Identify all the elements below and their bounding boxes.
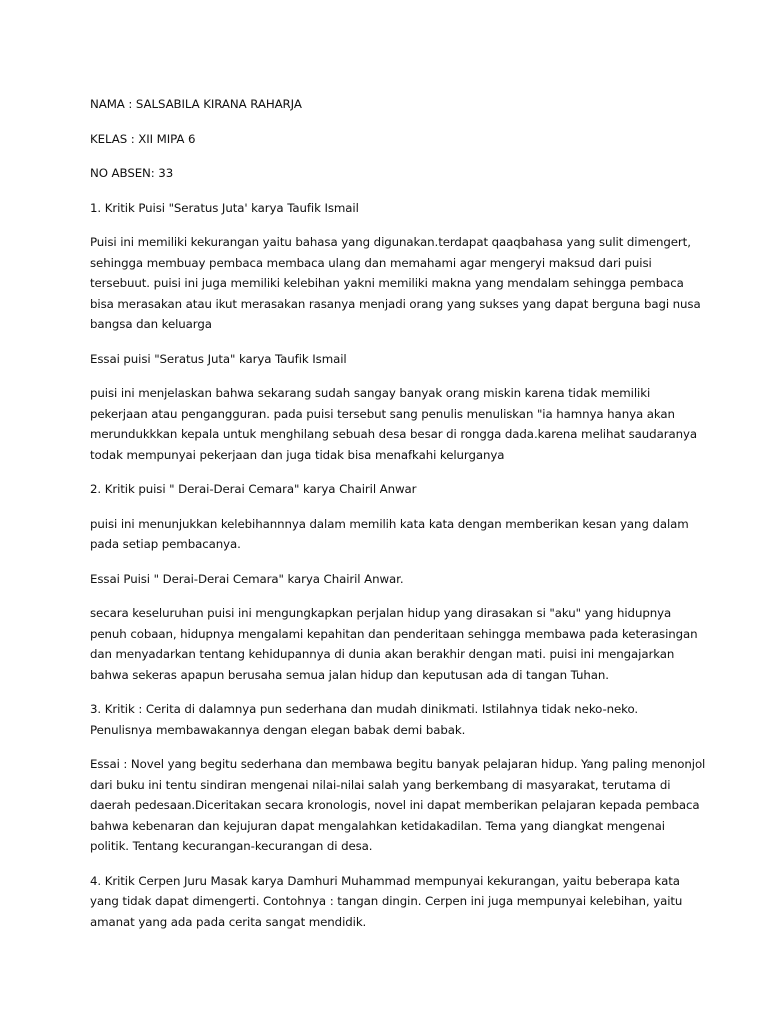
- paragraph-line: 2. Kritik puisi " Derai-Derai Cemara" karya Chairil Anwar: [90, 482, 417, 496]
- paragraph: [90, 699, 690, 740]
- paragraph: [90, 198, 690, 219]
- paragraph-line: Essai puisi "Seratus Juta" karya Taufik Ismail: [90, 351, 347, 366]
- paragraph-line: amanat yang ada pada cerita sangat mendidik.: [90, 914, 367, 929]
- paragraph-line: dari buku ini tentu sindiran mengenai nilai-nilai salah yang berkembang di masyarakat, terutama di: [90, 777, 671, 792]
- paragraph-line: politik. Tentang kecurangan-kecurangan di desa.: [90, 839, 373, 853]
- paragraph: [90, 349, 690, 370]
- paragraph-line: puisi ini menjelaskan bahwa sekarang sudah sangay banyak orang miskin karena tidak memiliki: [90, 386, 651, 400]
- paragraph: [90, 383, 697, 465]
- paragraph-list: [90, 198, 706, 933]
- paragraph-line: secara keseluruhan puisi ini mengungkapkan perjalan hidup yang dirasakan si "aku" yang hidupnya: [90, 606, 672, 620]
- student-name: NAMA : SALSABILA KIRANA RAHARJA: [90, 97, 302, 111]
- document-body: [90, 94, 706, 946]
- paragraph-line: bahwa kebenaran dan kejujuran dapat mengalahkan ketidakadilan. Tema yang diangkat mengenai: [90, 818, 665, 833]
- paragraph: [90, 479, 690, 500]
- paragraph-line: dan menyadarkan tentang kehidupannya di dunia akan berakhir dengan mati. puisi ini mengajarkan: [90, 647, 675, 661]
- paragraph-line: 1. Kritik Puisi "Seratus Juta' karya Taufik Ismail: [90, 200, 359, 215]
- paragraph-line: todak mempunyai pekerjaan dan juga tidak bisa menafkahi kelurganya: [90, 447, 505, 462]
- paragraph-line: bangsa dan keluarga: [90, 317, 212, 331]
- paragraph-line: Penulisnya membawakannya dengan elegan babak demi babak.: [90, 722, 466, 737]
- paragraph-line: 3. Kritik : Cerita di dalamnya pun sederhana dan mudah dinikmati. Istilahnya tidak neko-neko.: [90, 702, 639, 716]
- paragraph-line: yang tidak dapat dimengerti. Contohnya : tangan dingin. Cerpen ini juga mempunyai kelebihan, yaitu: [90, 894, 683, 908]
- paragraph-line: pada setiap pembacanya.: [90, 537, 241, 551]
- paragraph: [90, 569, 690, 590]
- paragraph-line: bahwa sekeras apapun berusaha semua jalan hidup dan keputusan ada di tangan Tuhan.: [90, 667, 609, 682]
- paragraph: [90, 232, 701, 335]
- paragraph-line: bisa merasakan atau ikut merasakan rasanya menjadi orang yang sukses yang dapat berguna bagi nusa: [90, 296, 701, 311]
- paragraph-line: pekerjaan atau pengangguran. pada puisi tersebut sang penulis menuliskan "ia hamnya hanya akan: [90, 406, 675, 421]
- paragraph-line: puisi ini menunjukkan kelebihannnya dalam memilih kata kata dengan memberikan kesan yang dalam: [90, 516, 689, 531]
- paragraph-line: merundukkkan kepala untuk menghilang sebuah desa besar di rongga dada.karena melihat saudaranya: [90, 427, 697, 441]
- paragraph-line: Essai Puisi " Derai-Derai Cemara" karya Chairil Anwar.: [90, 571, 404, 586]
- paragraph-line: Puisi ini memiliki kekurangan yaitu bahasa yang digunakan.terdapat qaaqbahasa yang sulit dimengert,: [90, 235, 691, 249]
- paragraph-line: Essai : Novel yang begitu sederhana dan membawa begitu banyak pelajaran hidup. Yang paling menonjol: [90, 757, 706, 771]
- paragraph: [90, 754, 706, 857]
- paragraph-line: sehingga membuay pembaca membaca ulang dan memahami agar mengeryi maksud dari puisi: [90, 255, 652, 270]
- student-number: NO ABSEN: 33: [90, 166, 174, 180]
- paragraph-line: tersebuut. puisi ini juga memiliki kelebihan yakni memiliki makna yang mendalam sehingga pembaca: [90, 276, 684, 290]
- paragraph-line: daerah pedesaan.Diceritakan secara kronologis, novel ini dapat memberikan pelajaran kepada pembaca: [90, 798, 700, 812]
- paragraph-line: 4. Kritik Cerpen Juru Masak karya Damhuri Muhammad mempunyai kekurangan, yaitu beberapa kata: [90, 873, 680, 888]
- paragraph: [90, 514, 690, 555]
- paragraph-line: penuh cobaan, hidupnya mengalami kepahitan dan penderitaan sehingga membawa pada keterasingan: [90, 626, 698, 641]
- paragraph: [90, 871, 690, 933]
- student-class: KELAS : XII MIPA 6: [90, 131, 196, 146]
- paragraph: [90, 603, 698, 685]
